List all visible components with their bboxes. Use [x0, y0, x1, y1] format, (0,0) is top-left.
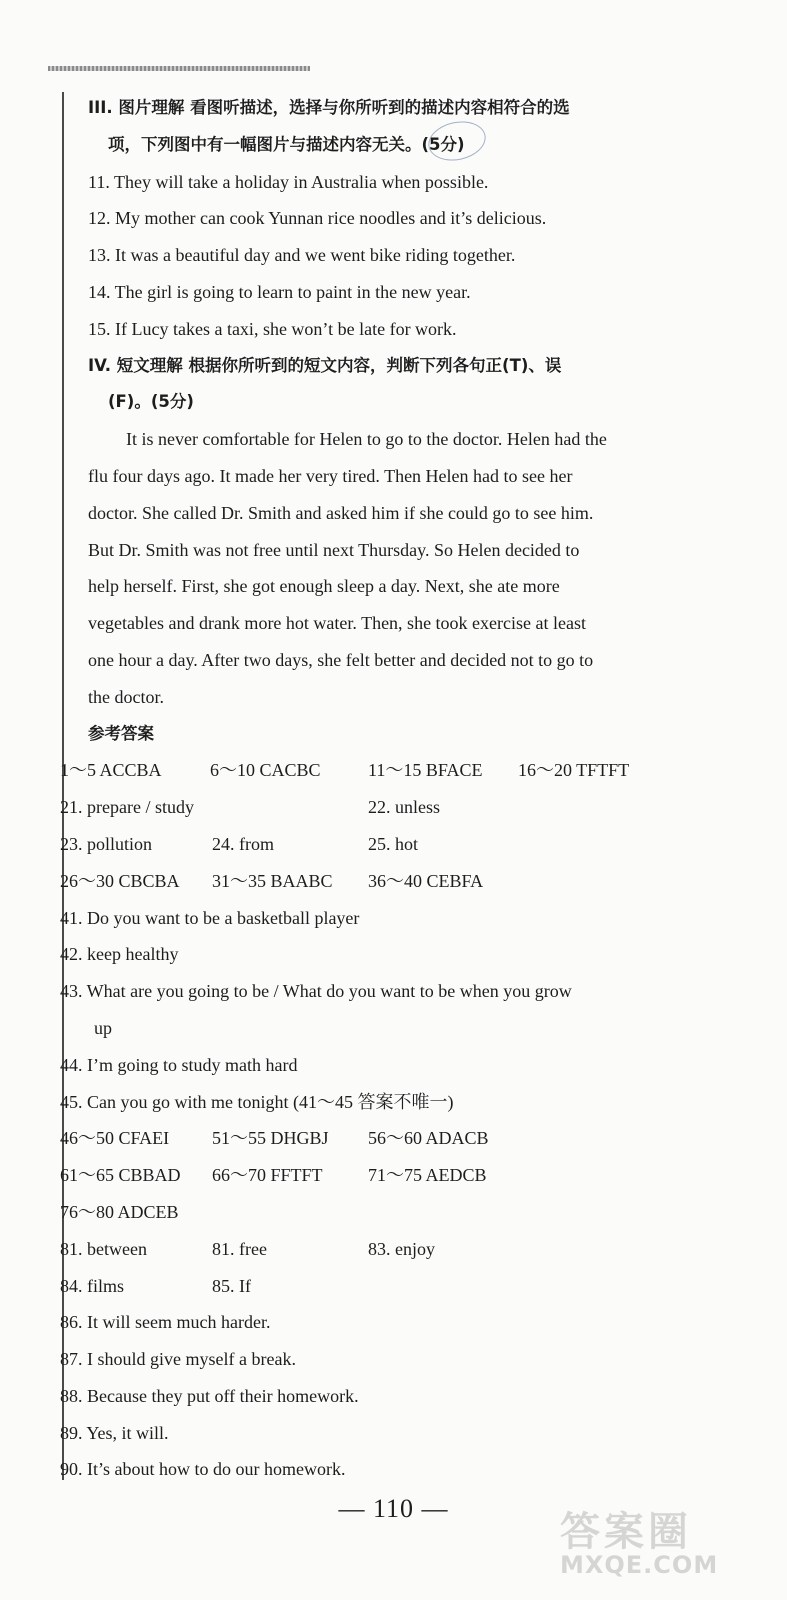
passage-line: It is never comfortable for Helen to go to the doctor. Helen had the — [126, 429, 607, 450]
answer-row — [60, 1268, 708, 1305]
answer-cell: 31～35 BAABC — [212, 870, 333, 891]
passage-line: vegetables and drank more hot water. Then, she took exercise at least — [88, 613, 586, 634]
answer-cell: 36～40 CEBFA — [368, 870, 484, 891]
answer-cell: 25. hot — [368, 833, 419, 854]
question-12: 12. My mother can cook Yunnan rice noodles and it’s delicious. — [88, 208, 547, 229]
question-14: 14. The girl is going to learn to paint in the new year. — [88, 281, 471, 302]
question-11: 11. They will take a holiday in Australia when possible. — [88, 171, 489, 192]
answer-cell: 21. prepare / study — [60, 797, 194, 818]
answer-cell: 61～65 CBBAD — [60, 1165, 181, 1186]
top-decorative-rule — [48, 66, 310, 71]
answer-cell: 6～10 CACBC — [210, 760, 321, 781]
answer-cell: 84. films — [60, 1275, 125, 1296]
answer-90: 90. It’s about how to do our homework. — [60, 1459, 346, 1480]
page-content — [60, 90, 708, 1488]
answer-cell: 56～60 ADACB — [368, 1128, 489, 1149]
answer-76-80: 76～80 ADCEB — [60, 1201, 179, 1222]
answer-cell: 85. If — [212, 1275, 251, 1296]
watermark-url: MXQE.COM — [560, 1551, 719, 1579]
answer-cell: 23. pollution — [60, 833, 153, 854]
answer-43-line2: up — [94, 1017, 112, 1038]
answer-cell: 81. free — [212, 1238, 267, 1259]
answer-cell: 46～50 CFAEI — [60, 1128, 170, 1149]
answer-row — [60, 1231, 708, 1268]
question-15: 15. If Lucy takes a taxi, she won’t be late for work. — [88, 318, 457, 339]
answer-45: 45. Can you go with me tonight (41～45 答案不唯一) — [60, 1091, 454, 1112]
answer-cell: 26～30 CBCBA — [60, 870, 180, 891]
answer-row — [60, 826, 708, 863]
answer-41: 41. Do you want to be a basketball player — [60, 907, 360, 928]
answer-86: 86. It will seem much harder. — [60, 1312, 271, 1333]
answer-row — [60, 863, 708, 900]
passage-line: doctor. She called Dr. Smith and asked him if she could go to see him. — [88, 502, 594, 523]
answer-cell: 66～70 FFTFT — [212, 1165, 323, 1186]
passage-line: flu four days ago. It made her very tired. Then Helen had to see her — [88, 465, 573, 486]
answers-heading: 参考答案 — [88, 723, 154, 743]
passage-line: help herself. First, she got enough sleep a day. Next, she ate more — [88, 576, 560, 597]
passage-line: one hour a day. After two days, she felt better and decided not to go to — [88, 649, 594, 670]
answer-cell: 11～15 BFACE — [368, 760, 483, 781]
section3-heading-line1: III. 图片理解 看图听描述，选择与你所听到的描述内容相符合的选 — [88, 98, 570, 117]
answer-row — [60, 1120, 708, 1157]
section4-heading-line2: (F)。(5分) — [108, 392, 194, 412]
answer-89: 89. Yes, it will. — [60, 1422, 169, 1443]
answer-cell: 24. from — [212, 833, 274, 854]
section4-heading-line1: IV. 短文理解 根据你所听到的短文内容，判断下列各句正(T)、误 — [88, 355, 562, 375]
answer-87: 87. I should give myself a break. — [60, 1349, 296, 1370]
answer-44: 44. I’m going to study math hard — [60, 1054, 298, 1075]
answer-88: 88. Because they put off their homework. — [60, 1385, 359, 1406]
section3-heading-line2: 项，下列图中有一幅图片与描述内容无关。(5分) — [108, 134, 465, 154]
passage-line: But Dr. Smith was not free until next Thursday. So Helen decided to — [88, 539, 580, 560]
answer-row — [60, 752, 708, 789]
question-13: 13. It was a beautiful day and we went bike riding together. — [88, 245, 516, 266]
answer-43-line1: 43. What are you going to be / What do you want to be when you grow — [60, 981, 572, 1002]
watermark-logo: 答案圈 — [560, 1509, 692, 1555]
answer-row — [60, 789, 708, 826]
answer-42: 42. keep healthy — [60, 944, 179, 965]
answer-cell: 51～55 DHGBJ — [212, 1128, 329, 1149]
answer-row — [60, 1157, 708, 1194]
passage-line: the doctor. — [88, 686, 164, 707]
answer-cell: 71～75 AEDCB — [368, 1165, 487, 1186]
answer-cell: 22. unless — [368, 797, 440, 818]
answer-cell: 1～5 ACCBA — [60, 760, 162, 781]
answer-cell: 83. enjoy — [368, 1238, 435, 1259]
page-number: — 110 — — [338, 1494, 449, 1523]
answer-cell: 16～20 TFTFT — [518, 760, 630, 781]
site-watermark — [560, 1500, 770, 1590]
answer-cell: 81. between — [60, 1238, 147, 1259]
